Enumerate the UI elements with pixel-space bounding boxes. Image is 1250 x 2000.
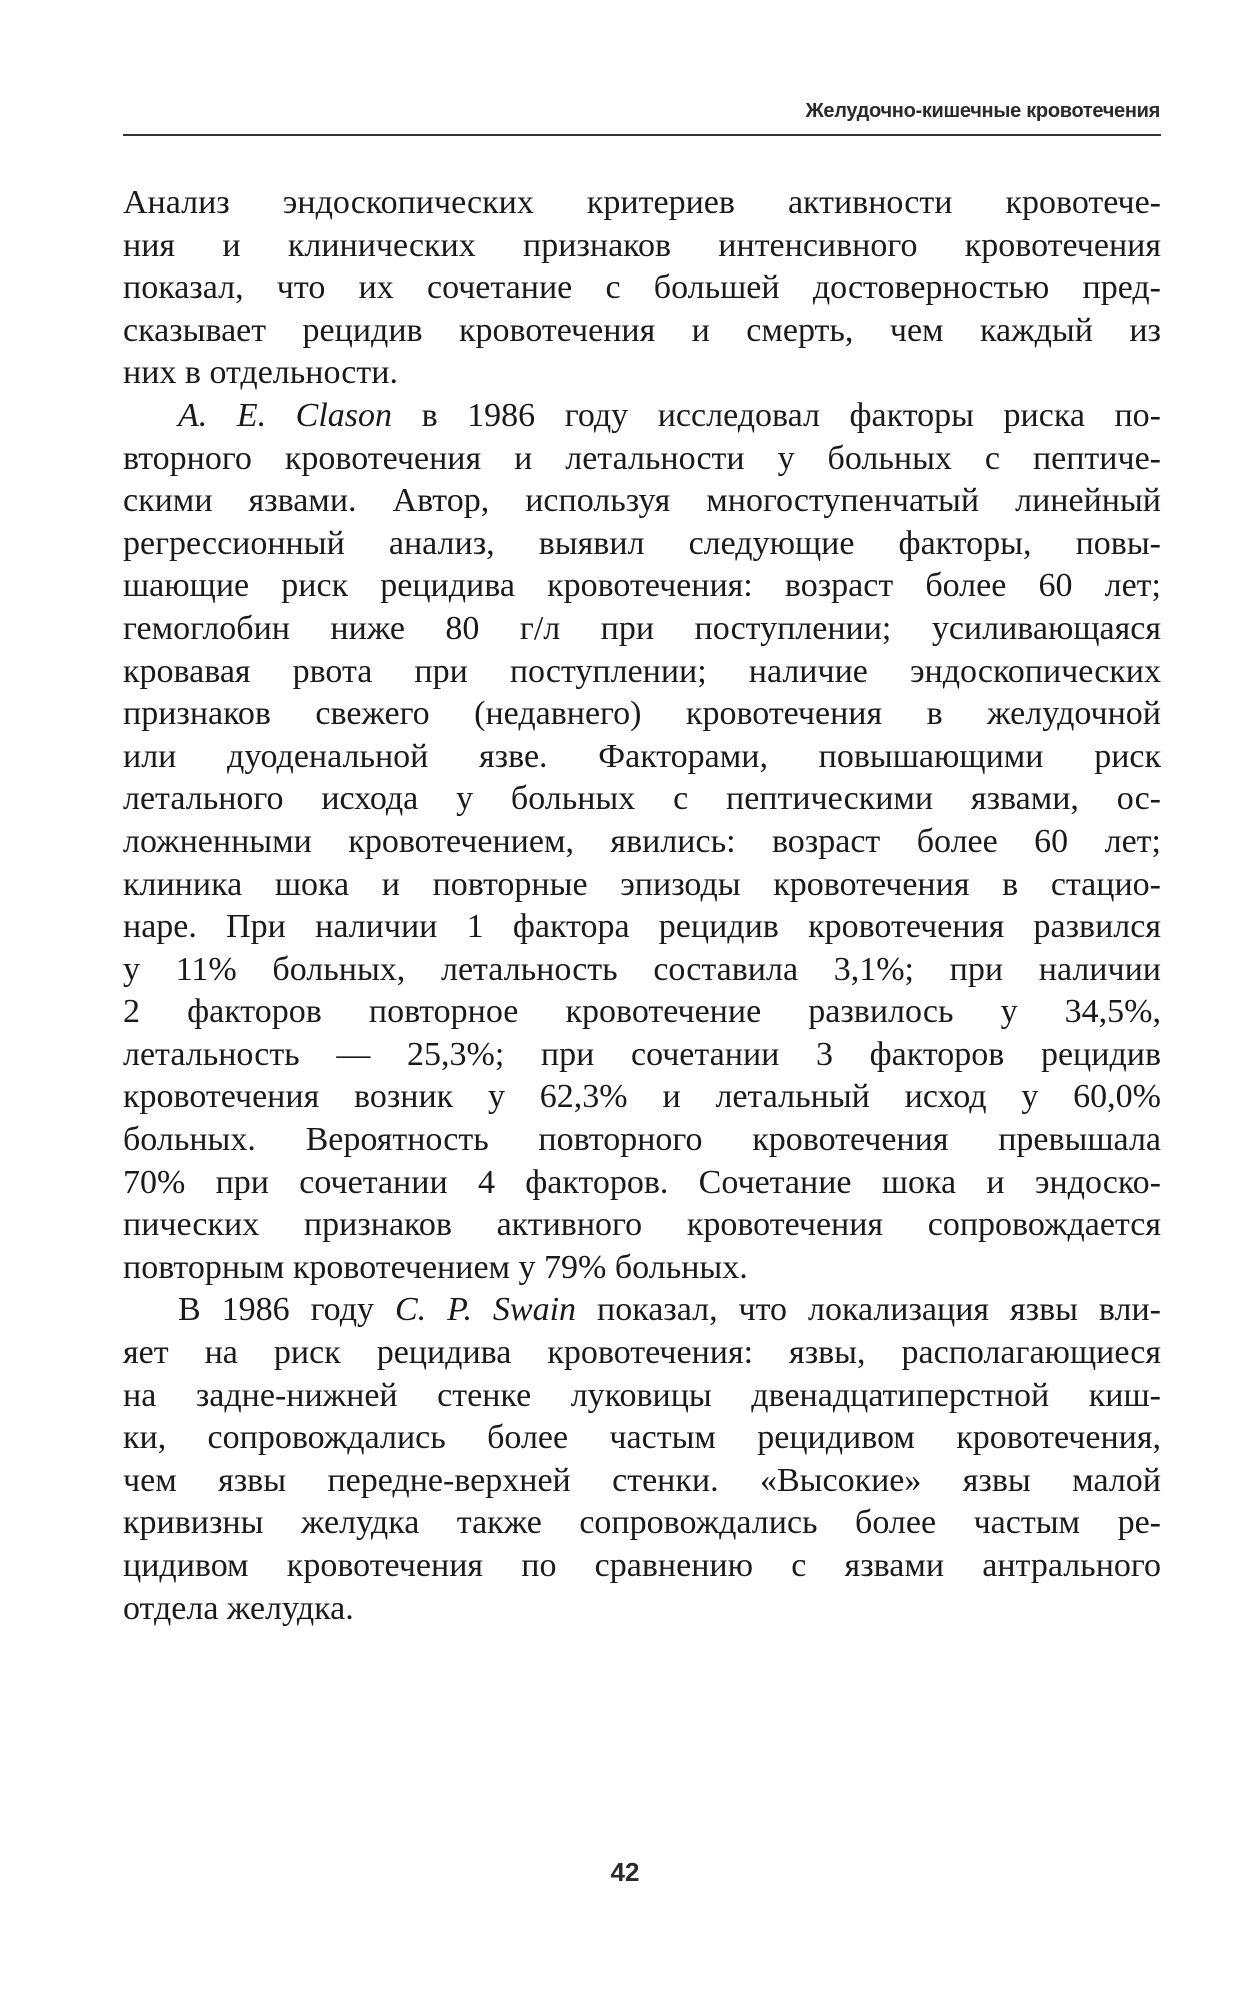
header-rule xyxy=(123,134,1161,136)
text-line: цидивом кровотечения по сравнению с язвами антрального xyxy=(123,1547,1161,1584)
text-line: или дуоденальной язве. Факторами, повышающими риск xyxy=(123,737,1161,775)
text-fragment: В 1986 году xyxy=(178,1291,395,1329)
text-fragment: в 1986 году исследовал факторы риска по- xyxy=(392,396,1161,434)
text-line: ложненными кровотечением, явились: возраст более 60 лет; xyxy=(123,822,1161,860)
text-line: сказывает рецидив кровотечения и смерть, чем каждый из xyxy=(123,311,1161,349)
page-number: 42 xyxy=(610,1857,640,1887)
paragraph-1 xyxy=(123,182,1161,395)
author-name: А. Е. Clason xyxy=(178,396,393,434)
text-line: летальность — 25,3%; при сочетании 3 факторов рецидив xyxy=(123,1035,1161,1073)
running-head: Желудочно-кишечные кровотечения xyxy=(805,100,1160,122)
text-line: вторного кровотечения и летальности у больных с пептиче- xyxy=(123,439,1161,477)
text-line: чем язвы передне-верхней стенки. «Высокие» язвы малой xyxy=(123,1461,1161,1499)
text-line xyxy=(123,1289,1161,1332)
text-line: гемоглобин ниже 80 г/л при поступлении; усиливающаяся xyxy=(123,609,1161,647)
body-text xyxy=(123,182,1161,1630)
text-line: Анализ эндоскопических критериев активности кровотече- xyxy=(123,184,1161,221)
text-line: наре. При наличии 1 фактора рецидив кровотечения развился xyxy=(123,908,1161,946)
author-name: С. P. Swain xyxy=(394,1291,577,1329)
text-line: повторным кровотечением у 79% больных. xyxy=(123,1248,748,1286)
text-line: у 11% больных, летальность составила 3,1%; при наличии xyxy=(123,950,1161,988)
text-line: 70% при сочетании 4 факторов. Сочетание шока и эндоско- xyxy=(123,1163,1161,1201)
text-line: на задне-нижней стенке луковицы двенадцатиперстной киш- xyxy=(123,1376,1161,1414)
text-line: клиника шока и повторные эпизоды кровотечения в стацио- xyxy=(123,865,1161,903)
text-line: кривизны желудка также сопровождались более частым ре- xyxy=(123,1504,1161,1542)
text-line: шающие риск рецидива кровотечения: возраст более 60 лет; xyxy=(123,567,1161,605)
text-line: них в отдельности. xyxy=(123,354,398,392)
text-line: яет на риск рецидива кровотечения: язвы, располагающиеся xyxy=(123,1334,1161,1372)
text-line: больных. Вероятность повторного кровотечения превышала xyxy=(123,1121,1161,1159)
text-line: пических признаков активного кровотечения сопровождается xyxy=(123,1206,1161,1244)
paragraph-2 xyxy=(123,395,1161,1289)
text-line: регрессионный анализ, выявил следующие факторы, повы- xyxy=(123,524,1161,562)
text-line: кровавая рвота при поступлении; наличие эндоскопических xyxy=(123,652,1161,690)
text-line: показал, что их сочетание с большей достоверностью пред- xyxy=(123,269,1161,307)
text-line: 2 факторов повторное кровотечение развилось у 34,5%, xyxy=(123,993,1161,1031)
text-line: летального исхода у больных с пептическими язвами, ос- xyxy=(123,780,1161,818)
text-line: ки, сопровождались более частым рецидивом кровотечения, xyxy=(123,1419,1161,1457)
text-line: признаков свежего (недавнего) кровотечения в желудочной xyxy=(123,695,1161,733)
text-fragment: показал, что локализация язвы вли- xyxy=(576,1291,1162,1329)
text-line: отдела желудка. xyxy=(123,1589,354,1627)
paragraph-3 xyxy=(123,1289,1161,1630)
text-line: скими язвами. Автор, используя многоступенчатый линейный xyxy=(123,482,1161,520)
text-line: ния и клинических признаков интенсивного кровотечения xyxy=(123,226,1161,264)
text-line: кровотечения возник у 62,3% и летальный исход у 60,0% xyxy=(123,1078,1161,1116)
text-line xyxy=(123,395,1161,438)
